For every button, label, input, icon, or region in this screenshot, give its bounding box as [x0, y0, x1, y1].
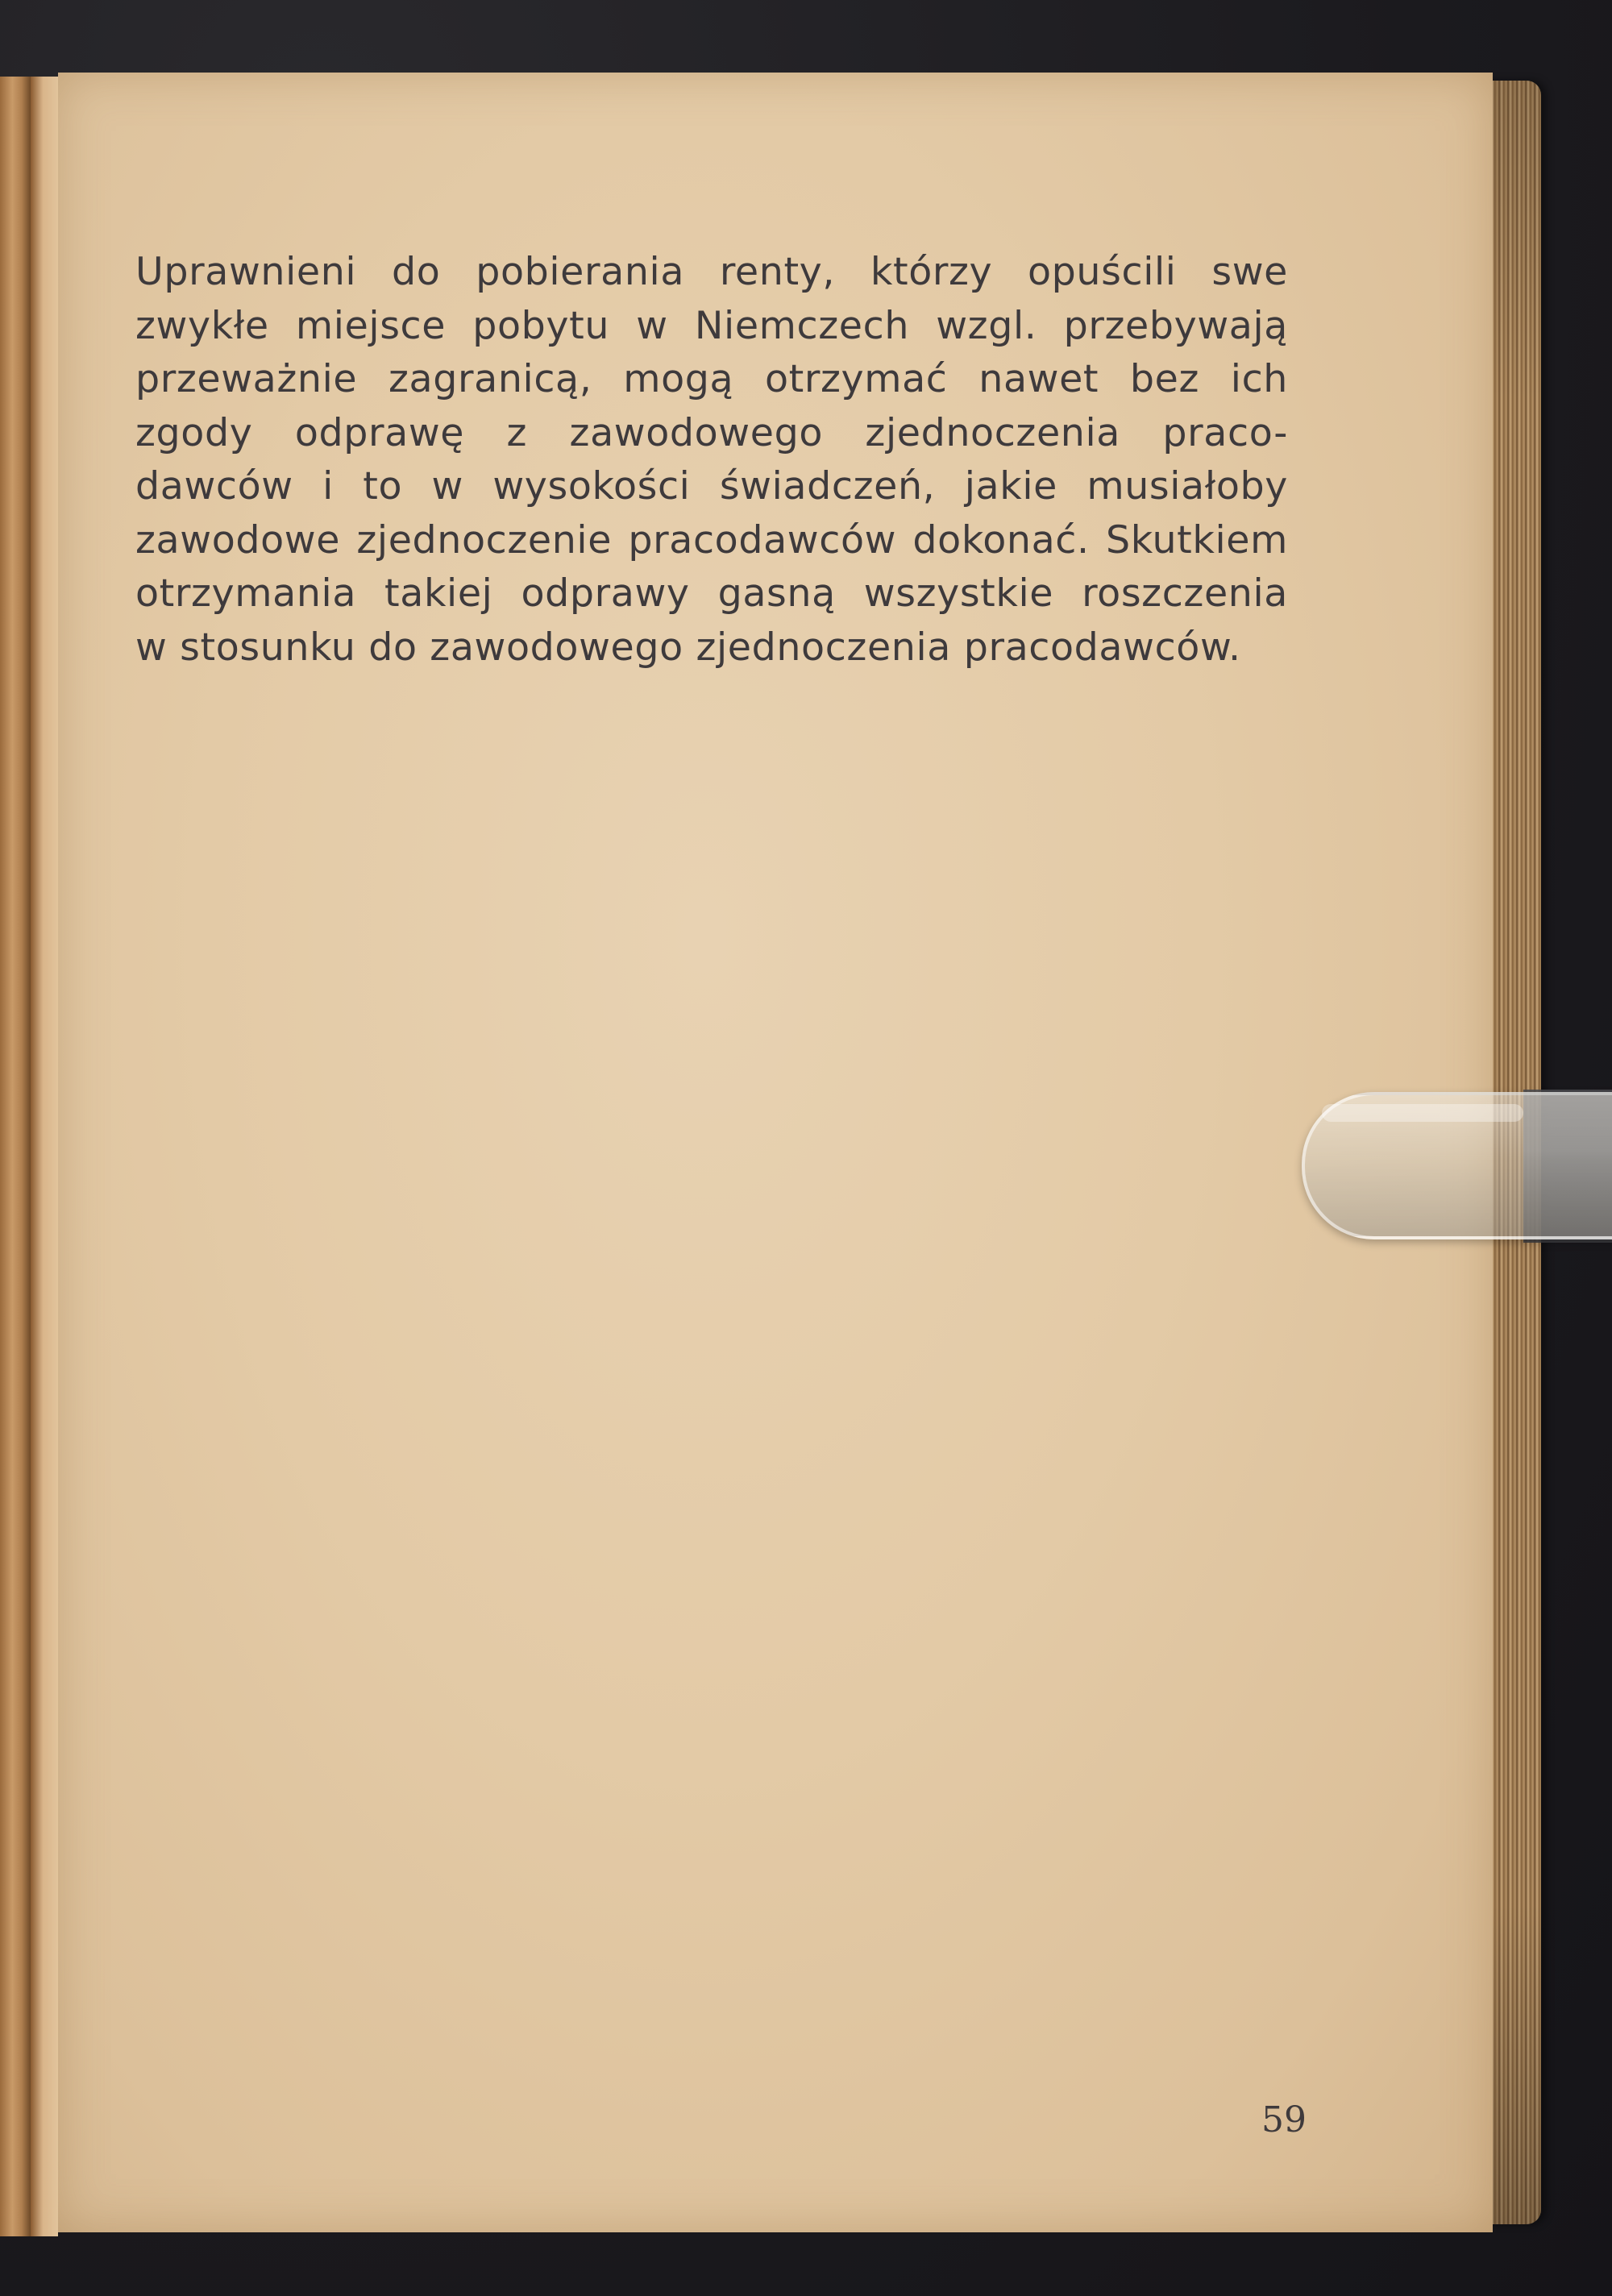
page-clip-highlight	[1322, 1104, 1523, 1122]
paragraph-line-8: w stosunku do zawodowego zjednoczenia pracodawców.	[135, 625, 1241, 670]
paragraph-line-2: zwykłe miejsce pobytu w Niemczech wzgl. przebywają	[135, 303, 1288, 348]
paragraph-line-7: otrzymania takiej odprawy gasną wszystkie roszczenia	[135, 571, 1288, 616]
body-paragraph	[135, 246, 1288, 675]
paragraph-line-4: zgody odprawę z zawodowego zjednoczenia praco-	[135, 410, 1288, 455]
paragraph-line-6: zawodowe zjednoczenie pracodawców dokonać. Skutkiem	[135, 517, 1288, 563]
page-number: 59	[1261, 2099, 1307, 2140]
paragraph-line-1: Uprawnieni do pobierania renty, którzy opuścili swe	[135, 250, 1288, 294]
paragraph-line-3: przeważnie zagranicą, mogą otrzymać nawet bez ich	[135, 357, 1288, 401]
previous-page-edge	[0, 77, 31, 2236]
paragraph-line-5: dawców i to w wysokości świadczeń, jakie musiałoby	[135, 464, 1288, 509]
book-gutter	[31, 77, 58, 2236]
